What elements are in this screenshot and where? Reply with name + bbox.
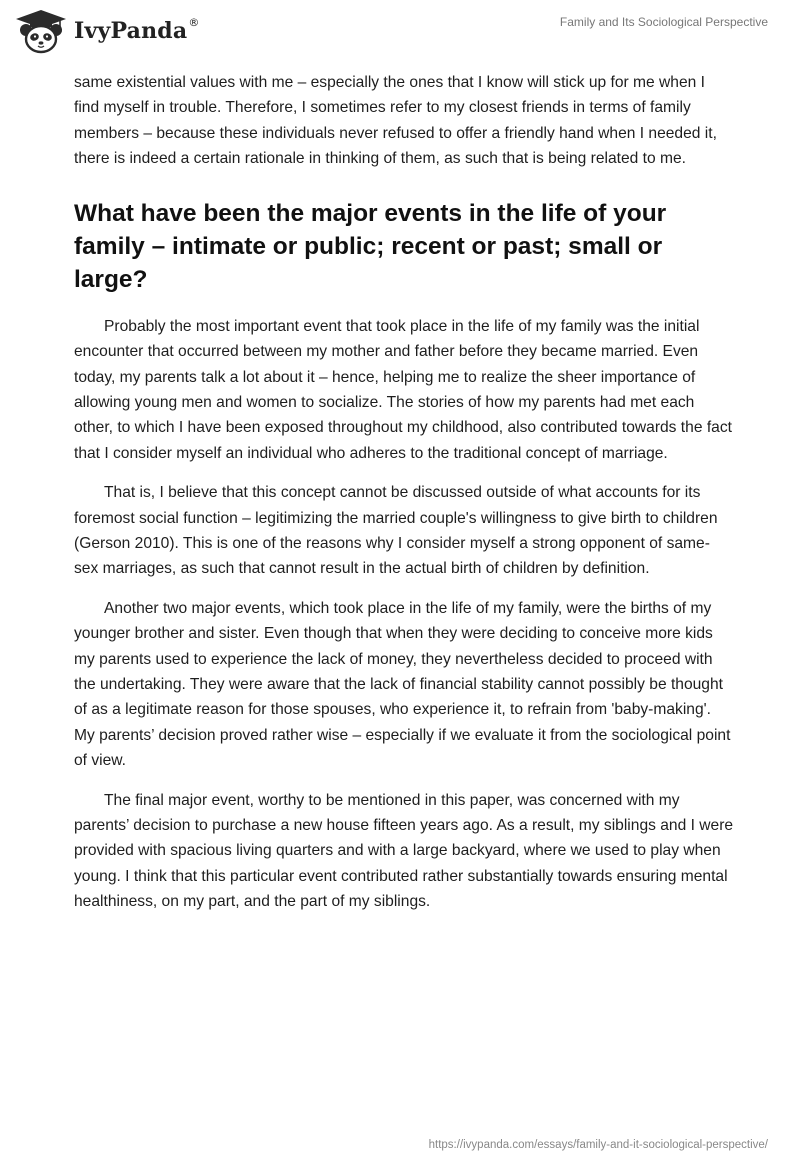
essay-content [74,70,734,914]
document-title: Family and Its Sociological Perspective [559,15,768,29]
body-paragraph: The final major event, worthy to be mentioned in this paper, was concerned with my parents’ decision to purchase a new house fifteen years ago. As a result, my siblings and I were provided with spacious living quarters and with a large backyard, where we used to play when young. I think that this particular event contributed rather substantially towards ensuring mental healthiness, on my part, and the part of my siblings. [74,791,734,910]
body-paragraph: That is, I believe that this concept cannot be discussed outside of what accounts for its foremost social function – legitimizing the married couple's willingness to give birth to children (Gerson 2010). This is one of the reasons why I consider myself a strong opponent of same-sex marriages, as such that cannot result in the actual birth of children by definition. [74,484,718,578]
ivypanda-logo[interactable] [14,8,200,54]
body-paragraph: Another two major events, which took place in the life of my family, were the births of my younger brother and sister. Even though that when they were deciding to conceive more kids my parents used to experience the lack of money, they nevertheless decided to proceed with the undertaking. They were aware that the lack of financial stability cannot possibly be thought of as a legitimate reason for those spouses, who experience it, to refrain from 'baby-making'. My parents’ decision proved rather wise – especially if we evaluate it from the sociological point of view. [74,600,731,769]
section-heading: What have been the major events in the life of your family – intimate or public; recent or past; small or large? [74,200,667,294]
panda-graduate-icon [14,8,68,54]
source-url[interactable]: https://ivypanda.com/essays/family-and-it-sociological-perspective/ [428,1139,768,1151]
intro-paragraph: same existential values with me – especially the ones that I know will stick up for me when I find myself in trouble. Therefore, I sometimes refer to my closest friends in terms of family members – because these individuals never refused to offer a friendly hand when I needed it, there is indeed a certain rationale in thinking of them, as such that is being related to me. [74,74,717,167]
body-paragraph: Probably the most important event that took place in the life of my family was the initial encounter that occurred between my mother and father before they became married. Even today, my parents talk a lot about it – hence, helping me to realize the sheer importance of allowing young men and women to socialize. The stories of how my parents had met each other, to which I have been exposed throughout my childhood, also contributed towards the fact that I consider myself an individual who adheres to the traditional concept of marriage. [74,318,732,462]
brand-name: IvyPanda® [74,16,200,44]
page-header [0,0,800,62]
